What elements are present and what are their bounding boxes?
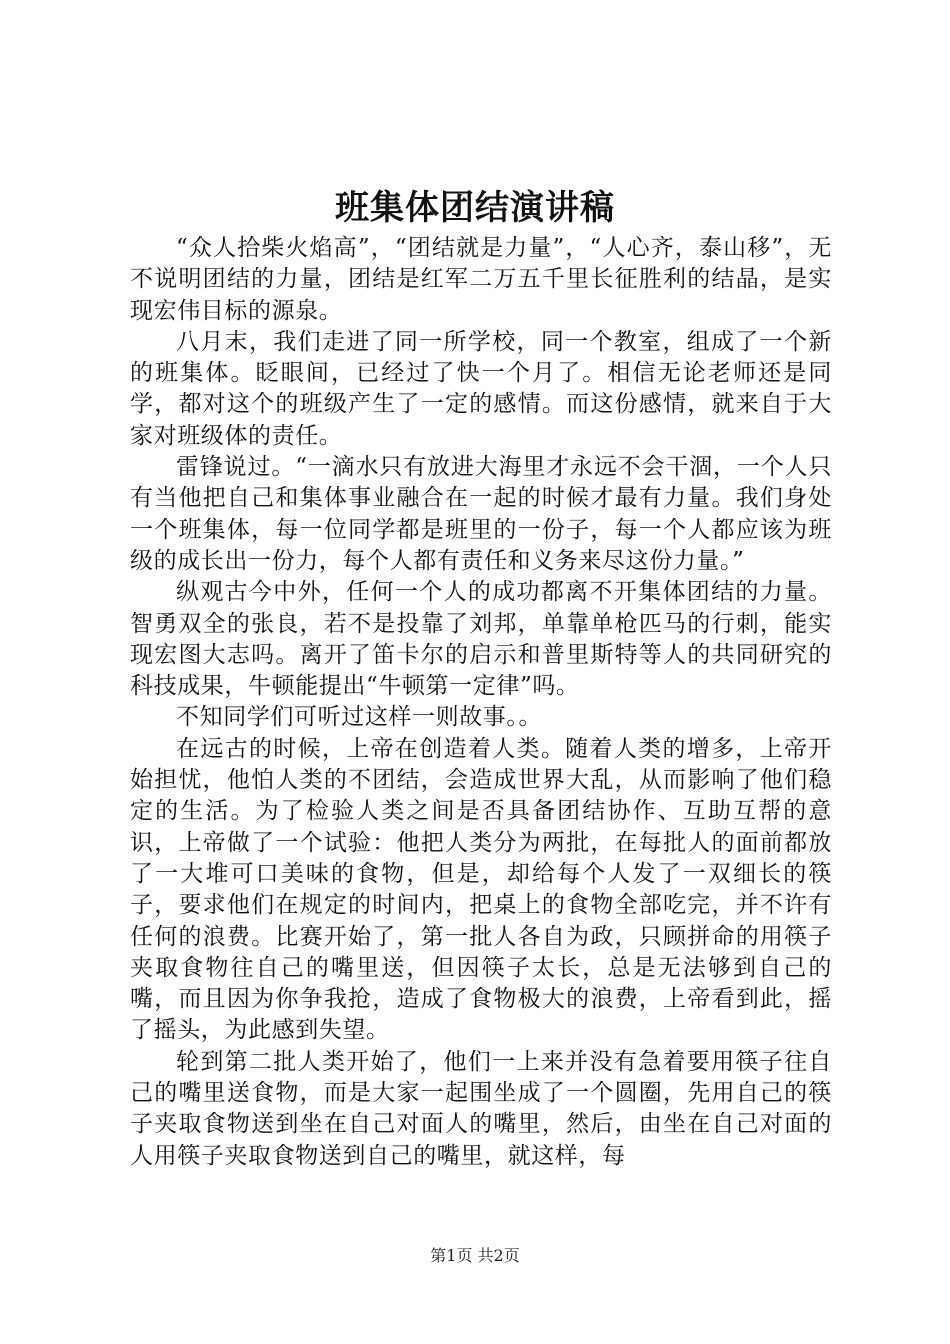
- paragraph-2: 八月末，我们走进了同一所学校，同一个教室，组成了一个新的班集体。眨眼间，已经过了快一个月了。相信无论老师还是同学，都对这个的班级产生了一定的感情。而这份感情，就来自于大家对班级体的责任。: [130, 328, 832, 449]
- paragraph-5: 不知同学们可听过这样一则故事。。: [176, 704, 543, 731]
- paragraph-1: “众人拾柴火焰高”，“团结就是力量”，“人心齐，泰山移”，无不说明团结的力量，团结是红军二万五千里长征胜利的结晶，是实现宏伟目标的源泉。: [130, 235, 832, 324]
- document-body: [130, 233, 832, 1172]
- paragraph-3: 雷锋说过。“一滴水只有放进大海里才永远不会干涸，一个人只有当他把自己和集体事业融合在一起的时候才最有力量。我们身处一个班集体，每一位同学都是班里的一份子，每一个人都应该为班级的成长出一份力，每个人都有责任和义务来尽这份力量。”: [130, 454, 832, 574]
- paragraph-4: 纵观古今中外，任何一个人的成功都离不开集体团结的力量。智勇双全的张良，若不是投靠了刘邦，单靠单枪匹马的行刺，能实现宏图大志吗。离开了笛卡尔的启示和普里斯特等人的共同研究的科技成果，牛顿能提出“牛顿第一定律”吗。: [130, 579, 832, 700]
- page-footer: 第1页 共2页: [430, 1246, 520, 1265]
- paragraph-7: 轮到第二批人类开始了，他们一上来并没有急着要用筷子往自己的嘴里送食物，而是大家一起围坐成了一个圆圈，先用自己的筷子夹取食物送到坐在自己对面人的嘴里，然后，由坐在自己对面的人用筷子夹取食物送到自己的嘴里，就这样，每: [130, 1048, 832, 1169]
- paragraph-6: 在远古的时候，上帝在创造着人类。随着人类的增多，上帝开始担忧，他怕人类的不团结，会造成世界大乱，从而影响了他们稳定的生活。为了检验人类之间是否具备团结协作、互助互帮的意识，上帝做了一个试验：他把人类分为两批，在每批人的面前都放了一大堆可口美味的食物，但是，却给每个人发了一双细长的筷子，要求他们在规定的时间内，把桌上的食物全部吃完，并不许有任何的浪费。比赛开始了，第一批人各自为政，只顾拼命的用筷子夹取食物往自己的嘴里送，但因筷子太长，总是无法够到自己的嘴，而且因为你争我抢，造成了食物极大的浪费，上帝看到此，摇了摇头，为此感到失望。: [130, 735, 832, 1044]
- document-title: 班集体团结演讲稿: [335, 188, 615, 228]
